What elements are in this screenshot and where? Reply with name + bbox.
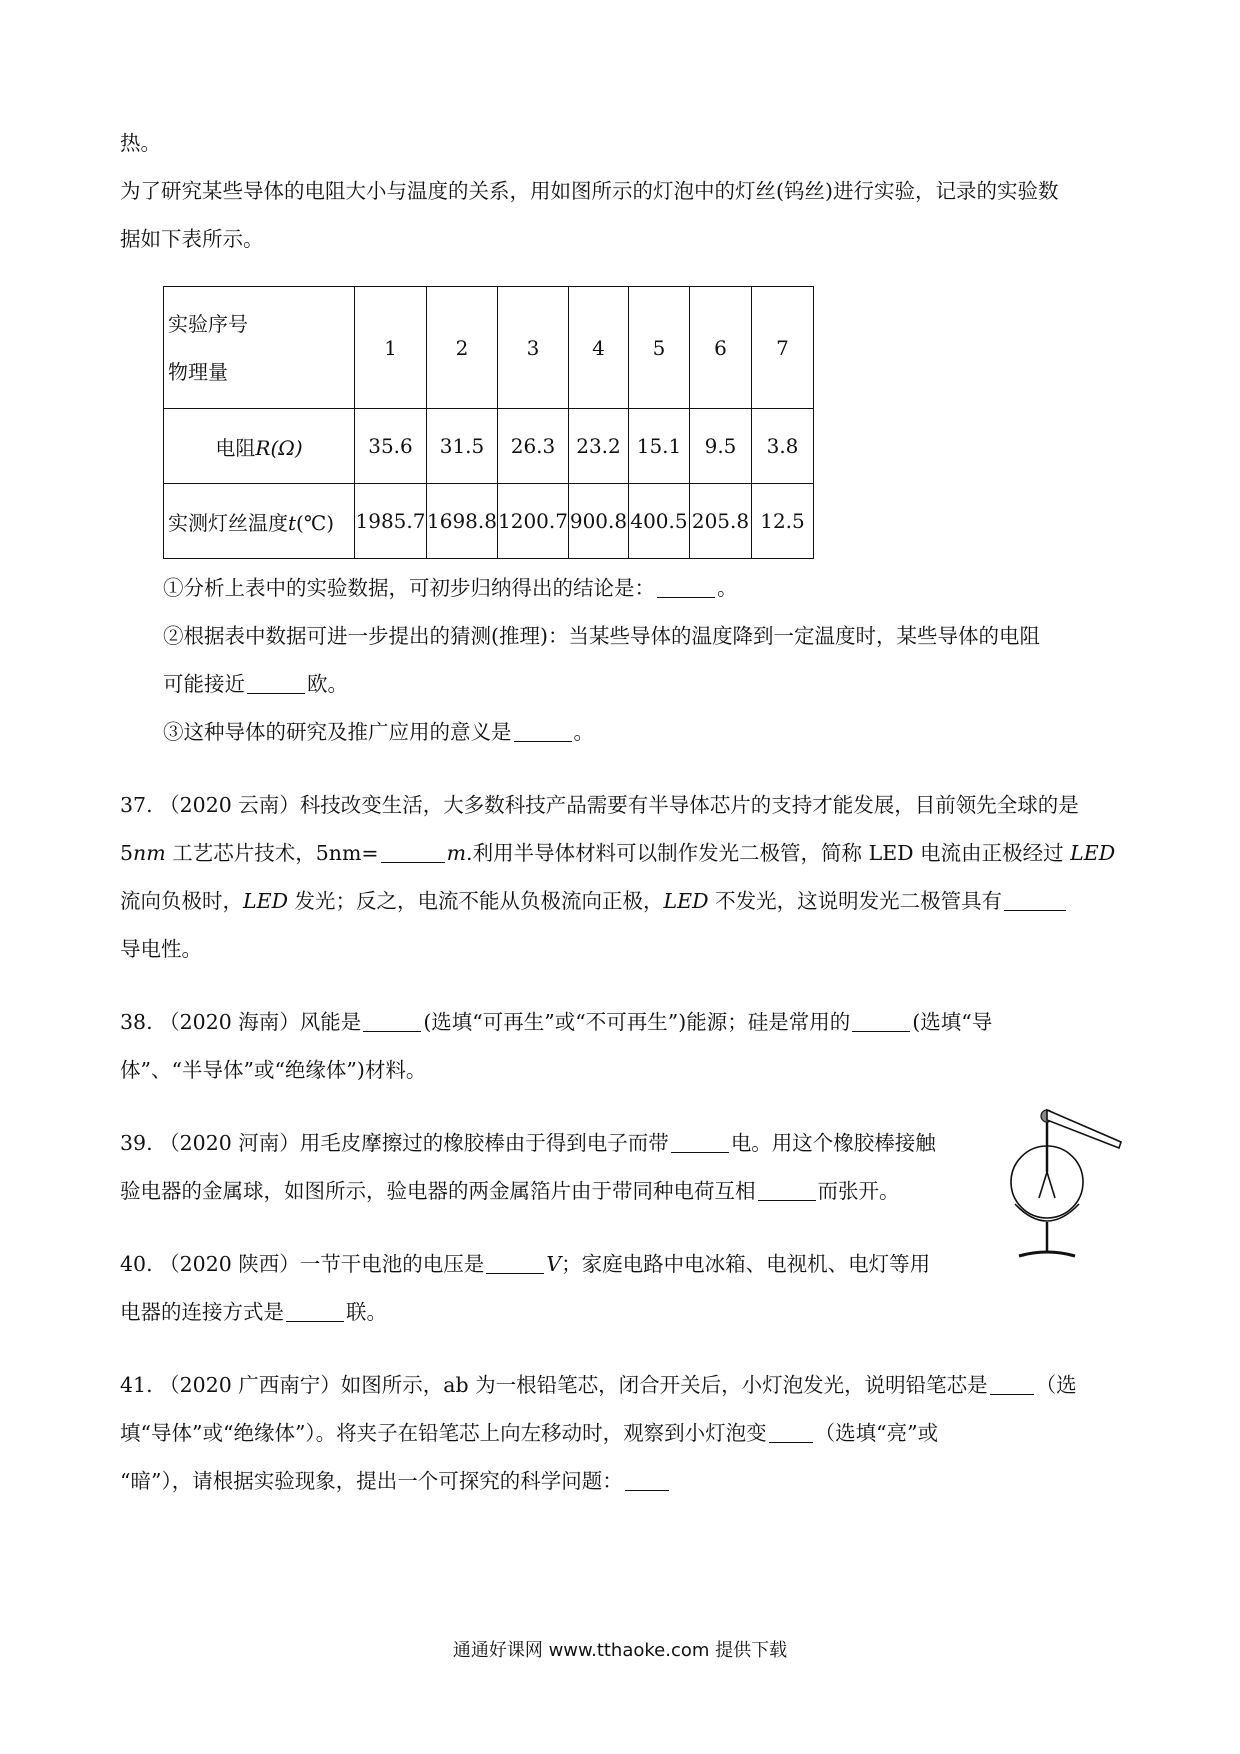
intro-line-2: 为了研究某些导体的电阻大小与温度的关系，用如图所示的灯泡中的灯丝(钨丝)进行实验，记录的实验数 xyxy=(120,179,1059,203)
q37-led: LED xyxy=(243,889,289,913)
answer-blank[interactable] xyxy=(758,1180,816,1201)
row-label-unit: (Ω) xyxy=(270,435,303,460)
q41-text: 填“导体”或“绝缘体”）。将夹子在铅笔芯上向左移动时，观察到小灯泡变 xyxy=(120,1421,767,1445)
answer-blank[interactable] xyxy=(852,1011,910,1032)
table-cell: 9.5 xyxy=(690,409,752,484)
column-header: 4 xyxy=(569,287,629,409)
row-label-text: 实测灯丝温度 xyxy=(168,510,288,535)
rubber-rod xyxy=(1047,1110,1121,1148)
answer-blank[interactable] xyxy=(625,1470,669,1491)
table-cell: 205.8 xyxy=(690,484,752,559)
answer-blank[interactable] xyxy=(671,1132,729,1153)
q37-text: 发光；反之，电流不能从负极流向正极， xyxy=(288,889,664,913)
q38-line-2: 体”、“半导体”或“绝缘体”)材料。 xyxy=(120,1058,427,1082)
q36-sub-2-end: 欧。 xyxy=(307,672,348,696)
answer-blank[interactable] xyxy=(657,577,715,598)
column-header: 2 xyxy=(427,287,498,409)
q38-line-1 xyxy=(120,1007,992,1037)
q39-line-2 xyxy=(120,1176,900,1206)
table-cell: 23.2 xyxy=(569,409,629,484)
intro-line-1: 热。 xyxy=(120,131,161,155)
q36-sub-2: ②根据表中数据可进一步提出的猜测(推理)：当某些导体的温度降到一定温度时，某些导体的电阻 xyxy=(163,624,1040,648)
q37-text: 流向负极时， xyxy=(120,889,243,913)
q36-sub-1 xyxy=(163,573,738,603)
answer-blank[interactable] xyxy=(247,673,305,694)
table-cell: 31.5 xyxy=(427,409,498,484)
q36-sub-2-cont xyxy=(163,669,348,699)
table-cell: 400.5 xyxy=(629,484,690,559)
q37-unit: m xyxy=(446,841,467,865)
answer-blank[interactable] xyxy=(514,721,572,742)
q39-text: 而张开。 xyxy=(817,1179,900,1203)
table-header-row xyxy=(164,287,814,409)
row-label-unit: (℃) xyxy=(296,510,335,535)
table-row-temperature xyxy=(164,484,814,559)
header-top-label: 实验序号 xyxy=(168,311,248,336)
q41-text: （选 xyxy=(1035,1373,1077,1397)
q39-line-1 xyxy=(120,1128,936,1158)
answer-blank[interactable] xyxy=(1004,890,1066,911)
row-label-var: t xyxy=(288,510,297,535)
q40-line-1 xyxy=(120,1249,930,1279)
q37-line-4: 导电性。 xyxy=(120,937,202,961)
table-cell: 15.1 xyxy=(629,409,690,484)
table-row-resistance xyxy=(164,409,814,484)
table-cell: 35.6 xyxy=(355,409,427,484)
q37-text: .利用半导体材料可以制作发光二极管，简称 LED 电流由正极经过 xyxy=(466,841,1071,865)
table-cell: 3.8 xyxy=(752,409,814,484)
q40-text: 电器的连接方式是 xyxy=(120,1300,284,1324)
q39-text: 验电器的金属球，如图所示，验电器的两金属箔片由于带同种电荷互相 xyxy=(120,1179,756,1203)
q40-text: ；家庭电路中电冰箱、电视机、电灯等用 xyxy=(561,1252,931,1276)
column-header: 7 xyxy=(752,287,814,409)
q36-sub-2-text: 可能接近 xyxy=(163,672,245,696)
q37-line-2 xyxy=(120,838,1115,868)
row-label-resistance xyxy=(164,409,355,484)
q38-text: (选填“可再生”或“不可再生”)能源；硅是常用的 xyxy=(423,1010,851,1034)
q40-text: 联。 xyxy=(346,1300,387,1324)
row-label-temperature xyxy=(164,484,355,559)
q37-line-1: 37. （2020 云南）科技改变生活，大多数科技产品需要有半导体芯片的支持才能发展，目前领先全球的是 xyxy=(120,793,1079,817)
answer-blank[interactable] xyxy=(990,1374,1034,1395)
answer-blank[interactable] xyxy=(381,842,445,863)
table-cell: 12.5 xyxy=(752,484,814,559)
electroscope-leaf xyxy=(1047,1172,1055,1198)
column-header: 5 xyxy=(629,287,690,409)
q39-text: 电。用这个橡胶棒接触 xyxy=(730,1131,936,1155)
q41-line-2 xyxy=(120,1418,938,1448)
answer-blank[interactable] xyxy=(363,1011,421,1032)
experiment-table xyxy=(163,286,814,559)
q40-line-2 xyxy=(120,1297,387,1327)
intro-line-3: 据如下表所示。 xyxy=(120,227,264,251)
row-label-text: 电阻 xyxy=(215,435,256,460)
header-bottom-label: 物理量 xyxy=(168,359,228,384)
table-cell: 26.3 xyxy=(498,409,569,484)
q40-unit: V xyxy=(546,1252,562,1276)
column-header: 1 xyxy=(355,287,427,409)
electroscope-figure xyxy=(995,1100,1125,1270)
q37-led: LED xyxy=(1070,841,1116,865)
q41-text: “暗”），请根据实验现象，提出一个可探究的科学问题： xyxy=(120,1469,623,1493)
answer-blank[interactable] xyxy=(286,1301,344,1322)
q37-line-3 xyxy=(120,886,1068,916)
page-footer: 通通好课网 www.tthaoke.com 提供下载 xyxy=(452,1640,788,1661)
electroscope-base xyxy=(1019,1252,1075,1256)
row-label-var: R xyxy=(255,435,271,460)
q37-text: 不发光，这说明发光二极管具有 xyxy=(708,889,1003,913)
q39-text: 39. （2020 河南）用毛皮摩擦过的橡胶棒由于得到电子而带 xyxy=(120,1131,669,1155)
answer-blank[interactable] xyxy=(486,1253,544,1274)
table-cell: 1200.7 xyxy=(498,484,569,559)
q36-sub-3-text: ③这种导体的研究及推广应用的意义是 xyxy=(163,720,512,744)
answer-blank[interactable] xyxy=(769,1422,813,1443)
q37-unit: nm xyxy=(133,841,166,865)
q38-text: 38. （2020 海南）风能是 xyxy=(120,1010,362,1034)
q37-text: 5 xyxy=(120,841,134,865)
q36-sub-1-text: ①分析上表中的实验数据，可初步归纳得出的结论是： xyxy=(163,576,655,600)
q41-line-3 xyxy=(120,1466,671,1496)
column-header: 3 xyxy=(498,287,569,409)
table-corner-cell xyxy=(164,287,355,409)
q38-text: (选填“导 xyxy=(912,1010,993,1034)
q36-sub-3 xyxy=(163,717,594,747)
q36-sub-3-end: 。 xyxy=(573,720,594,744)
q37-text: 工艺芯片技术，5nm= xyxy=(165,841,379,865)
table-cell: 1698.8 xyxy=(427,484,498,559)
q41-text: （选填“亮”或 xyxy=(814,1421,939,1445)
table-cell: 900.8 xyxy=(569,484,629,559)
table-cell: 1985.7 xyxy=(355,484,427,559)
q41-text: 41. （2020 广西南宁）如图所示，ab 为一根铅笔芯，闭合开关后，小灯泡发光，说明铅笔芯是 xyxy=(120,1373,988,1397)
q37-led: LED xyxy=(663,889,709,913)
electroscope-leaf xyxy=(1039,1172,1047,1198)
q41-line-1 xyxy=(120,1370,1077,1400)
q40-text: 40. （2020 陕西）一节干电池的电压是 xyxy=(120,1252,485,1276)
q36-sub-1-end: 。 xyxy=(717,576,738,600)
column-header: 6 xyxy=(690,287,752,409)
